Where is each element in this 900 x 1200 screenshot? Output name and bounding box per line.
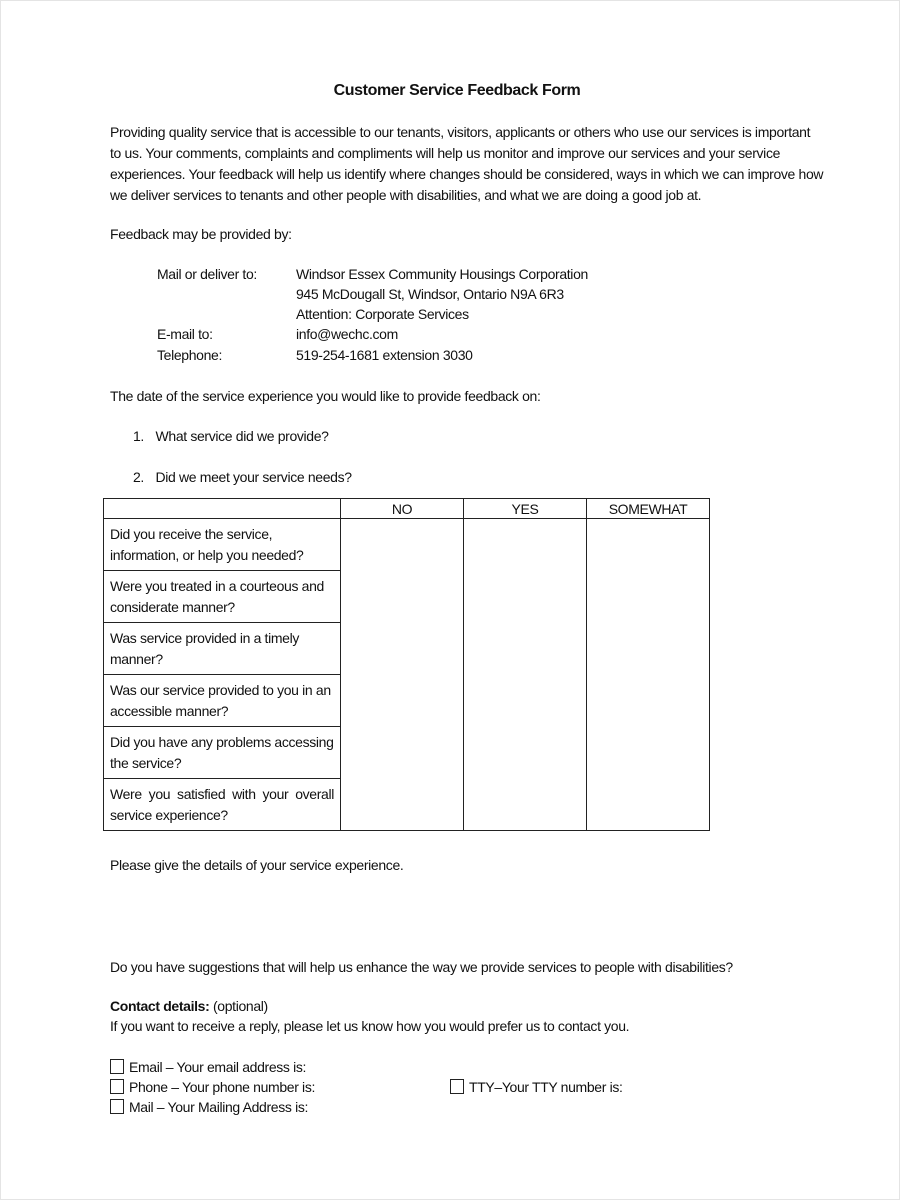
cell-no[interactable] bbox=[341, 727, 464, 779]
option-text: Your email address is: bbox=[173, 1059, 307, 1075]
cell-no[interactable] bbox=[341, 675, 464, 727]
cell-no[interactable] bbox=[341, 779, 464, 831]
cell-yes[interactable] bbox=[464, 519, 587, 571]
contact-instruction: If you want to receive a reply, please let us know how you would prefer us to contact you. bbox=[110, 1018, 630, 1034]
cell-yes[interactable] bbox=[464, 779, 587, 831]
checkbox[interactable] bbox=[110, 1059, 124, 1074]
header-no: NO bbox=[341, 499, 464, 519]
option-phone[interactable] bbox=[110, 1079, 315, 1095]
cell-somewhat[interactable] bbox=[587, 675, 710, 727]
mail-label: Mail or deliver to: bbox=[157, 266, 257, 282]
table-row bbox=[104, 675, 710, 727]
email-label: E-mail to: bbox=[157, 326, 213, 342]
checkbox[interactable] bbox=[450, 1079, 464, 1094]
intro-line: to us. Your comments, complaints and compliments will help us monitor and improve our services and your service bbox=[110, 145, 781, 161]
cell-no[interactable] bbox=[341, 623, 464, 675]
question-text: What service did we provide? bbox=[155, 428, 329, 444]
question-1 bbox=[133, 428, 329, 444]
intro-line: we deliver services to tenants and other people with disabilities, and what we are doing a good job at. bbox=[110, 187, 702, 203]
intro-line: Providing quality service that is accessible to our tenants, visitors, applicants or others who use our services is important bbox=[110, 124, 811, 140]
cell-no[interactable] bbox=[341, 571, 464, 623]
intro-paragraph bbox=[110, 122, 824, 206]
row-question: Were you treated in a courteous and considerate manner? bbox=[104, 571, 341, 623]
option-label: Mail – bbox=[129, 1099, 165, 1115]
question-number: 1. bbox=[133, 428, 144, 444]
table-row bbox=[104, 779, 710, 831]
checkbox[interactable] bbox=[110, 1099, 124, 1114]
question-text: Did we meet your service needs? bbox=[155, 469, 352, 485]
row-question: Did you receive the service, information, or help you needed? bbox=[104, 519, 341, 571]
date-prompt: The date of the service experience you would like to provide feedback on: bbox=[110, 388, 541, 404]
header-blank bbox=[104, 499, 341, 519]
option-label: TTY– bbox=[469, 1079, 502, 1095]
mail-line: Attention: Corporate Services bbox=[296, 306, 469, 322]
mail-line: 945 McDougall St, Windsor, Ontario N9A 6R3 bbox=[296, 286, 564, 302]
header-somewhat: SOMEWHAT bbox=[587, 499, 710, 519]
option-tty[interactable] bbox=[450, 1079, 623, 1095]
row-question: Were you satisfied with your overall service experience? bbox=[104, 779, 341, 831]
phone-label: Telephone: bbox=[157, 347, 223, 363]
cell-somewhat[interactable] bbox=[587, 727, 710, 779]
details-prompt: Please give the details of your service experience. bbox=[110, 857, 404, 873]
option-label: Phone – bbox=[129, 1079, 179, 1095]
option-email[interactable] bbox=[110, 1059, 306, 1075]
cell-somewhat[interactable] bbox=[587, 571, 710, 623]
feedback-provided-by: Feedback may be provided by: bbox=[110, 226, 292, 242]
option-text: Your Mailing Address is: bbox=[164, 1099, 309, 1115]
cell-somewhat[interactable] bbox=[587, 623, 710, 675]
table-row bbox=[104, 623, 710, 675]
contact-details-heading bbox=[110, 998, 268, 1014]
intro-line: experiences. Your feedback will help us identify where changes should be considered, ways in which we can improve how bbox=[110, 166, 824, 182]
cell-yes[interactable] bbox=[464, 727, 587, 779]
cell-somewhat[interactable] bbox=[587, 519, 710, 571]
cell-yes[interactable] bbox=[464, 675, 587, 727]
question-number: 2. bbox=[133, 469, 144, 485]
cell-yes[interactable] bbox=[464, 571, 587, 623]
email-value[interactable]: info@wechc.com bbox=[296, 326, 398, 342]
option-label: Email – bbox=[129, 1059, 174, 1075]
table-row bbox=[104, 571, 710, 623]
table-row bbox=[104, 727, 710, 779]
table-header-row bbox=[104, 499, 710, 519]
row-question: Was service provided in a timely manner? bbox=[104, 623, 341, 675]
option-text: Your phone number is: bbox=[178, 1079, 316, 1095]
phone-value: 519-254-1681 extension 3030 bbox=[296, 347, 473, 363]
cell-yes[interactable] bbox=[464, 623, 587, 675]
table-row bbox=[104, 519, 710, 571]
optional-label: (optional) bbox=[212, 998, 268, 1014]
checkbox[interactable] bbox=[110, 1079, 124, 1094]
row-question: Did you have any problems accessing the service? bbox=[104, 727, 341, 779]
option-mail[interactable] bbox=[110, 1099, 308, 1115]
cell-no[interactable] bbox=[341, 519, 464, 571]
service-needs-table bbox=[103, 498, 710, 831]
option-text: Your TTY number is: bbox=[501, 1079, 623, 1095]
form-title: Customer Service Feedback Form bbox=[333, 82, 581, 99]
cell-somewhat[interactable] bbox=[587, 779, 710, 831]
row-question: Was our service provided to you in an accessible manner? bbox=[104, 675, 341, 727]
mail-line: Windsor Essex Community Housings Corporation bbox=[296, 266, 588, 282]
header-yes: YES bbox=[464, 499, 587, 519]
suggestions-prompt: Do you have suggestions that will help us enhance the way we provide services to people with disabilities? bbox=[110, 959, 733, 975]
contact-heading-bold: Contact details: bbox=[110, 998, 210, 1014]
question-2 bbox=[133, 469, 352, 485]
